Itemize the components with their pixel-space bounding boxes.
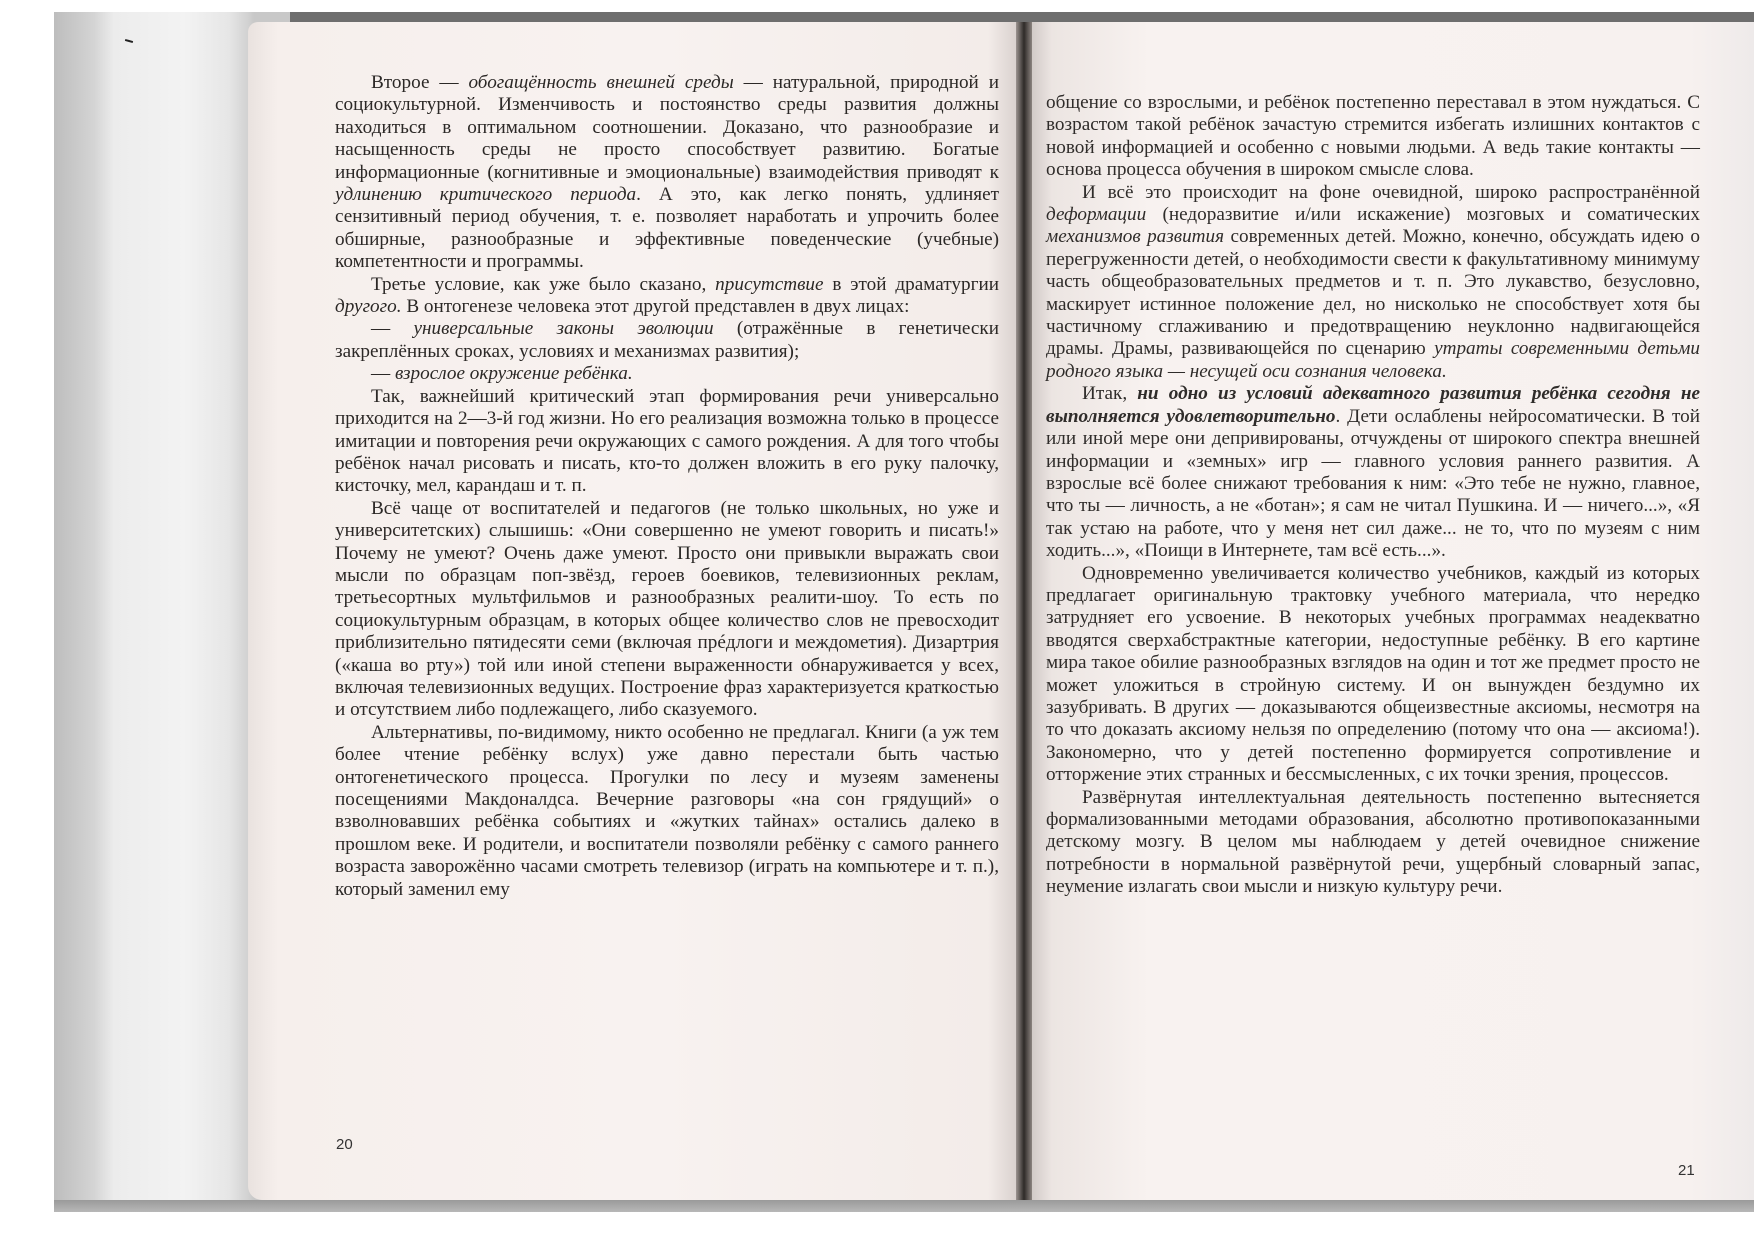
left-page-body [335,72,999,901]
emphasis-run: утраты современными детьми родного языка — несущей оси сознания человека. [1046,338,1700,382]
emphasis-run: другого. [335,296,402,318]
scan-top-edge [290,12,1754,22]
text-run: . Дети ослаблены нейросоматически. В той или иной мере они депривированы, отчуждены от широкого спектра внешней информации и «земных» игр — главного условия раннего развития. А взрослые всё более снижают требования к ним: «Это тебе не нужно, главное, что ты — личность, а не «ботан»; я сам не читал Пушкина. И — ничего...», «Я так устаю на работе, что у меня нет сил даже... не то, что по музеям с ним ходить...», «Поищи в Интернете, там всё есть...». [1046,405,1700,562]
paragraph [1046,563,1700,787]
emphasis-run: присутствие [715,273,824,295]
strong-emphasis-run: ни одно из условий адекватного развития ребёнка сегодня не выполняется удовлетворительно [1046,383,1700,427]
text-run: И всё это происходит на фоне очевидной, широко распространённой [1082,181,1700,203]
emphasis-run: удлинению критического периода [335,184,637,206]
text-run: Всё чаще от воспитателей и педагогов (не только школьных, но уже и университетских) слышишь: «Они совершенно не умеют говорить и писать!» Почему не умеют? Очень даже умеют. Просто они привыкли выражать свои мысли по образцам поп-звёзд, героев боевиков, телевизионных реклам, третьесортных мультфильмов и разнообразных реалити-шоу. То есть по социокультурным образцам, в которых общее количество слов не превосходит приблизительно пятидесяти семи (включая прéдлоги и междометия). Дизартрия («каша во рту») той или иной степени выраженности обнаруживается у всех, включая телевизионных ведущих. Построение фраз характеризуется краткостью и отсутствием либо подлежащего, либо сказуемого. [335,497,999,721]
book-gutter [1016,22,1032,1202]
paragraph [335,274,999,319]
text-run: (недоразвитие и/или искажение) мозговых и соматических [1146,204,1700,226]
paragraph [335,498,999,722]
text-run: . А это, как легко понять, удлиняет сензитивный период обучения, т. е. позволяет наработать и упрочить более обширные, разнообразные и эффективные поведенческие (учебные) компетентности и программы. [335,184,999,273]
paragraph [335,722,999,901]
page-number-left: 20 [336,1136,353,1153]
paragraph [1046,182,1700,384]
paragraph [335,72,999,274]
text-run: Так, важнейший критический этап формирования речи универсально приходится на 2—3-й год жизни. Но его реализация возможна только в процессе имитации и повторения речи окружающих с самого рождения. А для того чтобы ребёнок начал рисовать и писать, кто-то должен вложить в его руку палочку, кисточку, мел, карандаш и т. п. [335,385,999,497]
text-run: — натуральной, природной и социокультурной. Изменчивость и постоянство среды развития должны находиться в оптимальном соотношении. Доказано, что разнообразие и насыщенность среды не просто способствует развитию. Богатые информационные (когнитивные и эмоциональные) взаимодействия приводят к [335,72,999,183]
paragraph [1046,383,1700,562]
right-page-body [1046,92,1700,899]
paragraph [335,363,999,385]
text-run: современных детей. Можно, конечно, обсуждать идею о перегруженности детей, о необходимости свести к факультативному минимуму часть общеобразовательных предметов и т. п. Это лукавство, безусловно, маскирует истинное положение дел, но нисколько не способствует хотя бы частичному сглаживанию и предотвращению неуклонно надвигающейся драмы. Драмы, развивающейся по сценарию [1046,226,1700,360]
text-run: Альтернативы, по-видимому, никто особенно не предлагал. Книги (а уж тем более чтение ребёнку вслух) уже давно перестали быть частью онтогенетического процесса. Прогулки по лесу и музеям заменены посещениями Макдоналдса. Вечерние разговоры «на сон грядущий» о взволновавших ребёнка событиях и «жутких тайнах» остались далеко в прошлом веке. И родители, и воспитатели позволяли ребёнку с самого раннего возраста заворожённо часами смотреть телевизор (играть на компьютере и т. п.), который заменил ему [335,721,999,900]
scan-bottom-edge [54,1200,1754,1212]
text-run: Второе — [371,72,469,93]
emphasis-run: обогащённость внешней среды [468,72,734,93]
emphasis-run: взрослое окружение ребёнка. [394,363,633,385]
text-run: Развёрнутая интеллектуальная деятельность постепенно вытесняется формализованными методами образования, абсолютно противопоказанными детскому мозгу. В целом мы наблюдаем у детей очевидное снижение потребности в нормальной развёрнутой речи, ущербный словарный запас, неумение излагать свои мысли и низкую культуру речи. [1046,786,1700,898]
text-run: Итак, [1082,383,1138,405]
text-run: общение со взрослыми, и ребёнок постепенно переставал в этом нуждаться. С возрастом такой ребёнок зачастую стремится избегать излишних контактов с новой информацией и особенно с новыми людьми. А ведь такие контакты — основа процесса обучения в широком смысле слова. [1046,92,1700,181]
emphasis-run: деформации [1046,204,1147,226]
text-run: Одновременно увеличивается количество учебников, каждый из которых предлагает оригинальную трактовку учебного материала, что нередко затрудняет его усвоение. В некоторых учебных программах неадекватно вводятся сверхабстрактные категории, недоступные ребёнку. В его картине мира такое обилие разнообразных взглядов на один и тот же предмет просто не может уложиться в стройную систему. И он вынужден бездумно их зазубривать. В других — доказываются общеизвестные аксиомы, несмотря на то что доказать аксиому нельзя по определению (потому что она — аксиома!). Закономерно, что у детей постепенно формируется сопротивление и отторжение этих странных и бессмысленных, с их точки зрения, процессов. [1046,562,1700,786]
text-run: В онтогенезе человека этот другой представлен в двух лицах: [401,296,910,318]
paragraph [1046,92,1700,182]
page-number-right: 21 [1678,1162,1695,1179]
paragraph [335,318,999,363]
emphasis-run: механизмов развития [1046,226,1225,248]
text-run: — [371,363,395,385]
text-run: Третье условие, как уже было сказано, [371,273,716,295]
text-run: — [371,318,414,340]
text-run: (отражённые в генетически закреплённых сроках, условиях и механизмах развития); [335,318,1000,362]
text-run: в этой драматургии [823,273,1000,295]
emphasis-run: универсальные законы эволюции [413,318,714,340]
paragraph [1046,787,1700,899]
paragraph [335,386,999,498]
